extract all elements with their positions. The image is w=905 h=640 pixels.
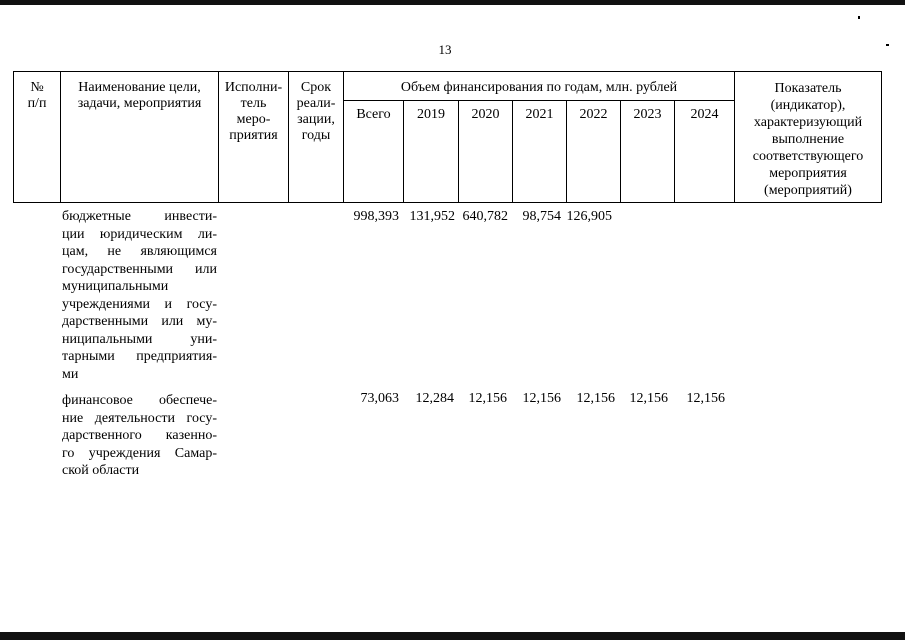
header-name [61, 80, 218, 112]
description-line: го учреждения Самар- [62, 445, 217, 461]
header-executor-line: Исполни- [224, 80, 283, 95]
header-name-line: задачи, мероприятия [77, 96, 202, 111]
header-funding-title: Объем финансирования по годам, млн. рублей [400, 80, 678, 95]
header-funding-year: 2019 [417, 107, 445, 122]
header-term-line: Срок [300, 80, 332, 95]
header-executor-line: тель [240, 96, 267, 111]
scan-border-bottom [0, 632, 905, 640]
scan-speck [858, 16, 860, 19]
value-2023: 12,156 [629, 391, 668, 406]
header-indicator-line: выполнение [771, 132, 845, 147]
description-line: государственными или [62, 261, 217, 277]
value-2020: 640,782 [462, 209, 508, 224]
header-indicator-line: характеризующий [753, 115, 863, 130]
header-funding-total: Всего [356, 107, 391, 122]
description-line: муниципальными [62, 279, 169, 294]
header-indicator-line: мероприятия [769, 166, 847, 181]
header-executor-line: приятия [229, 128, 278, 143]
header-term-line: зации, [297, 112, 335, 127]
description-line: бюджетные инвести- [62, 209, 217, 224]
value-2019: 131,952 [409, 209, 455, 224]
header-indicator [735, 80, 881, 199]
description-line: ции юридическим ли- [62, 226, 217, 242]
value-2022: 12,156 [576, 391, 615, 406]
value-2020: 12,156 [468, 391, 507, 406]
header-indicator-line: (мероприятий) [764, 183, 852, 198]
scan-speck [886, 44, 889, 46]
header-term-line: годы [301, 128, 331, 143]
description-line: учреждениями и госу- [62, 296, 217, 312]
header-term-line: реали- [296, 96, 336, 111]
header-number-line: п/п [27, 96, 47, 111]
header-number-line: № [30, 80, 44, 95]
header-executor-line: меро- [236, 112, 271, 127]
header-funding-year: 2020 [471, 107, 500, 122]
scan-border-top [0, 0, 905, 5]
header-funding-year: 2022 [579, 107, 608, 122]
header-funding-year: 2023 [633, 107, 662, 122]
value-2024: 12,156 [686, 391, 725, 406]
description-line: тарными предприятия- [62, 349, 217, 364]
funding-subheader-line [343, 100, 734, 101]
header-term [289, 80, 343, 144]
header-funding-year: 2021 [525, 107, 554, 122]
header-number [14, 80, 60, 112]
value-2021: 12,156 [522, 391, 561, 406]
row-description [62, 392, 217, 480]
description-line: ние деятельности госу- [62, 410, 217, 426]
description-line: ниципальными уни- [62, 331, 217, 347]
header-name-line: Наименование цели, [78, 80, 201, 95]
header-indicator-line: (индикатор), [770, 98, 846, 113]
header-executor [219, 80, 288, 144]
description-line: финансовое обеспече- [62, 393, 217, 408]
row-description [62, 208, 217, 383]
header-funding-year: 2024 [690, 107, 719, 122]
col-divider [881, 71, 882, 203]
description-line: дарственными или му- [62, 314, 217, 329]
value-2021: 98,754 [522, 209, 561, 224]
header-top-border [13, 71, 882, 72]
value-2022: 126,905 [566, 209, 612, 224]
description-line: ми [62, 366, 79, 382]
header-indicator-line: Показатель [774, 81, 842, 96]
header-bottom-border [13, 202, 882, 203]
value-2019: 12,284 [415, 391, 454, 406]
header-indicator-line: соответствующего [752, 149, 864, 164]
description-line: цам, не являющимся [62, 244, 217, 259]
page-number: 13 [438, 42, 452, 57]
description-line: дарственного казенно- [62, 428, 217, 443]
value-total: 998,393 [353, 209, 399, 224]
value-total: 73,063 [360, 391, 399, 406]
description-line: ской области [62, 463, 140, 478]
